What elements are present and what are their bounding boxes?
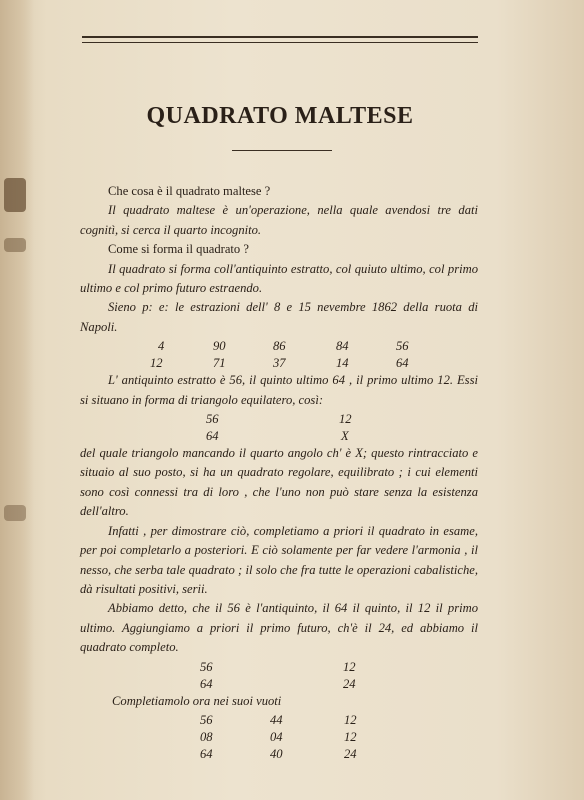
paragraph-triangle: L' antiquinto estratto è 56, il quinto ultimo 64 , il primo ultimo 12. Essi si situano in forma di triangolo equilatero, così: <box>80 373 478 407</box>
paragraph-complete: Abbiamo detto, che il 56 è l'antiquinto, il 64 il quinto, il 12 il primo ultimo. Aggiungiamo a priori il primo futuro, ch'è il 24, ed abbiamo il quadrato completo. <box>80 601 478 655</box>
number-cell: 04 <box>270 729 283 744</box>
header-double-rule <box>82 36 478 43</box>
answer-1: Il quadrato maltese è un'operazione, nella quale avendosi tre dati cognitì, si cerca il quarto incognito. <box>80 203 478 237</box>
number-cell: 08 <box>200 729 213 744</box>
filled-square-row <box>80 728 478 745</box>
paragraph-square: del quale triangolo mancando il quarto angolo ch' è X; questo rintracciato e situaio al suo posto, si ha un quadrato regolare, equilibrato ; i cui elementi sono così connessi tra di loro , che l'uno non può stare senza la esistenza dell'altro. <box>80 446 478 519</box>
number-cell: 12 <box>344 712 357 727</box>
square-row <box>80 658 478 675</box>
extraction-row <box>80 337 478 354</box>
number-cell: 24 <box>344 746 357 761</box>
number-cell: 4 <box>158 339 165 354</box>
number-cell: 64 <box>396 356 409 371</box>
page-body <box>80 182 478 762</box>
number-cell: 24 <box>343 676 356 691</box>
triangle-row <box>80 427 478 444</box>
number-cell: 40 <box>270 746 283 761</box>
unknown-cell: X <box>341 429 349 444</box>
page-stain <box>4 238 26 252</box>
number-cell: 12 <box>344 729 357 744</box>
page-worn-edge <box>0 0 34 800</box>
number-cell: 90 <box>213 339 226 354</box>
question-1: Che cosa è il quadrato maltese ? <box>108 184 271 198</box>
number-cell: 64 <box>200 676 213 691</box>
number-cell: 12 <box>150 356 163 371</box>
number-cell: 56 <box>200 659 213 674</box>
number-cell: 12 <box>343 659 356 674</box>
number-cell: 64 <box>206 429 219 444</box>
number-cell: 86 <box>273 339 286 354</box>
page-stain <box>4 505 26 521</box>
extraction-row <box>80 354 478 371</box>
number-cell: 56 <box>396 339 409 354</box>
answer-2: Il quadrato si forma coll'antiquinto estratto, col quiuto ultimo, col primo ultimo e col primo futuro estraendo. <box>80 261 478 296</box>
number-cell: 71 <box>213 356 226 371</box>
triangle-row <box>80 410 478 427</box>
title-rule <box>232 150 332 151</box>
paragraph-fill: Completiamolo ora nei suoi vuoti <box>112 693 282 708</box>
number-cell: 37 <box>273 356 286 371</box>
number-cell: 14 <box>336 356 349 371</box>
square-row <box>80 675 478 692</box>
number-cell: 44 <box>270 712 283 727</box>
number-cell: 12 <box>339 412 352 427</box>
paragraph-demonstration: Infatti , per dimostrare ciò, completiamo a priori il quadrato in esame, per poi completarlo a posteriori. E ciò solamente per far vedere l'armonia , il nesso, che serba tale quadrato ; il solo che fra tutte le operazioni cabalistiche, dà risultati positivi, serii. <box>80 523 478 596</box>
paragraph-extractions: Sieno p: e: le estrazioni dell' 8 e 15 nevembre 1862 della ruota di Napoli. <box>80 300 478 334</box>
page-stain <box>4 178 26 212</box>
page-title: QUADRATO MALTESE <box>146 103 414 129</box>
filled-square-row <box>80 711 478 728</box>
number-cell: 84 <box>336 339 349 354</box>
filled-square-row <box>80 745 478 762</box>
number-cell: 56 <box>200 712 213 727</box>
number-cell: 56 <box>206 412 219 427</box>
number-cell: 64 <box>200 746 213 761</box>
question-2: Come si forma il quadrato ? <box>108 242 249 257</box>
